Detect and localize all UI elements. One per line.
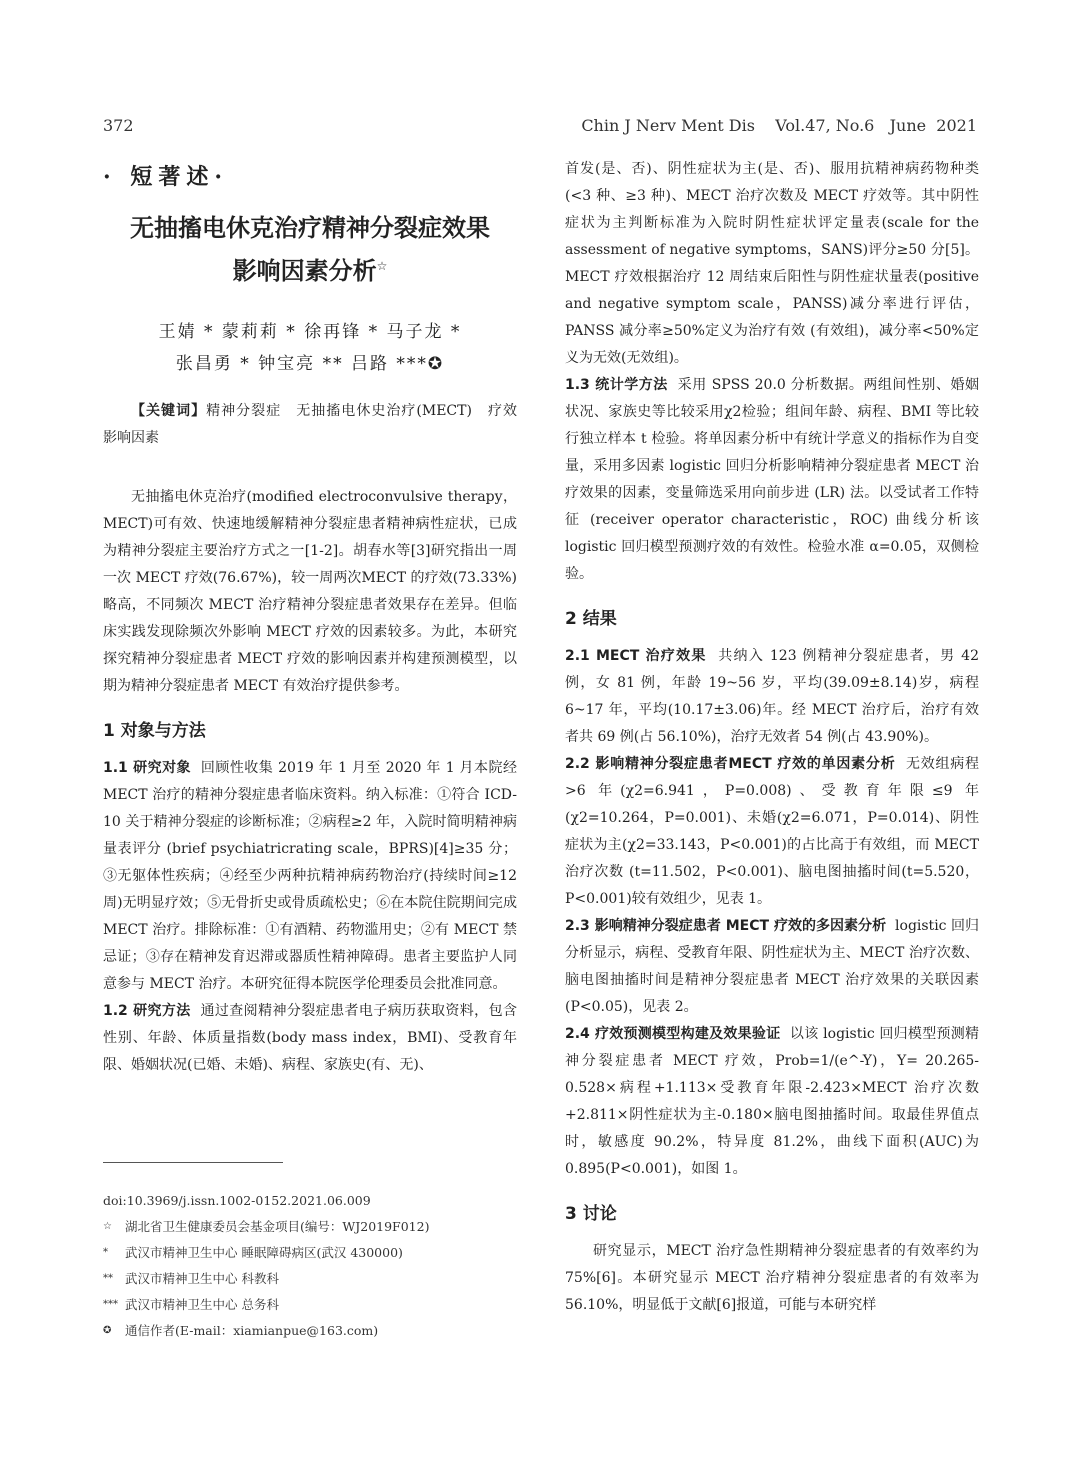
section-2-3-label: 2.3 影响精神分裂症患者 MECT 疗效的多因素分析 (565, 918, 887, 934)
footnote-text: 武汉市精神卫生中心 科教科 (125, 1271, 279, 1286)
section-1-2 (103, 998, 517, 1079)
footnote-text: 湖北省卫生健康委员会基金项目(编号：WJ2019F012) (125, 1219, 430, 1234)
footnote-item (103, 1266, 517, 1292)
intro-paragraph: 无抽搐电休克治疗(modified electroconvulsive therapy，MECT)可有效、快速地缓解精神分裂症患者精神病性症状，已成为精神分裂症主要治疗方式之一[1-2]。胡春水等[3]研究指出一周一次 MECT 疗效(76.67%)，较一周两次MECT 的疗效(73.33%)略高，不同频次 MECT 治疗精神分裂症患者效果存在差异。但临床实践发现除频次外影响 MECT 疗效的因素较多。为此，本研究探究精神分裂症患者 MECT 疗效的影响因素并构建预测模型，以期为精神分裂症患者 MECT 有效治疗提供参考。 (103, 489, 517, 694)
section-1-2-text-a: 通过查阅精神分裂症患者电子病历获取资料，包含性别、年龄、体质量指数(body mass index，BMI)、受教育年限、婚姻状况(已婚、未婚)、病程、家族史(有、无)、 (103, 1003, 517, 1073)
footnote-text: 武汉市精神卫生中心 睡眠障碍病区(武汉 430000) (125, 1245, 403, 1260)
section-2-4 (565, 1021, 979, 1183)
section-2-2-text: 无效组病程>6 年(χ2=6.941，P=0.008)、受教育年限≤9 年(χ2=10.264，P=0.001)、未婚(χ2=6.071，P=0.014)、阴性症状为主(χ2=33.143，P<0.001)的占比高于有效组，而 MECT 治疗次数 (t=11.502，P<0.001)、脑电图抽搐时间(t=5.520，P<0.001)较有效组少，见表 1。 (565, 756, 980, 907)
section-3-heading: 3 讨论 (565, 1204, 617, 1224)
footnote-text: 通信作者(E-mail：xiamianpue@163.com) (125, 1323, 379, 1338)
left-column (103, 156, 531, 1079)
keywords (103, 398, 531, 452)
section-1-2-continued: 首发(是、否)、阴性症状为主(是、否)、服用抗精神病药物种类 (<3 种、≥3 种)、MECT 治疗次数及 MECT 疗效等。其中阴性症状为主判断标准为入院时阴性症状评定量表(scale for the assessment of negative symptoms，SANS)评分≥50 分[5]。MECT 疗效根据治疗 12 周结束后阳性与阴性症状量表(positive and negative symptom scale，PANSS)减分率进行评估，PANSS 减分率≥50%定义为治疗有效 (有效组)，减分率<50%定义为无效(无效组)。 (565, 161, 979, 366)
section-1-1-text: 回顾性收集 2019 年 1 月至 2020 年 1 月本院经 MECT 治疗的精神分裂症患者临床资料。纳入标准：①符合 ICD-10 关于精神分裂症的诊断标准；②病程≥2 年，入院时简明精神病量表评分 (brief psychiatricrating scale，BPRS)[4]≥35 分；③无躯体性疾病；④经至少两种抗精神病药物治疗(持续时间≥12 周)无明显疗效；⑤无骨折史或骨质疏松史；⑥在本院住院期间完成 MECT 治疗。排除标准：①有酒精、药物滥用史；②有 MECT 禁忌证；③存在精神发育迟滞或器质性精神障碍。患者主要监护人同意参与 MECT 治疗。本研究征得本院医学伦理委员会批准同意。 (103, 760, 517, 992)
authors-line-1: 王婧 * 蒙莉莉 * 徐再锋 * 马子龙 * (158, 322, 462, 342)
keywords-label: 【关键词】 (131, 403, 207, 419)
section-1-2-label: 1.2 研究方法 (103, 1003, 191, 1019)
doi: doi:10.3969/j.issn.1002-0152.2021.06.009 (103, 1193, 371, 1208)
article-title (103, 209, 517, 290)
footnote-item (103, 1292, 517, 1318)
footnote-item (103, 1240, 517, 1266)
footnote-mark: ** (103, 1273, 113, 1284)
title-line-2: 影响因素分析 (232, 256, 377, 285)
title-line-1: 无抽搐电休克治疗精神分裂症效果 (130, 213, 490, 242)
section-2-1 (565, 643, 979, 751)
section-2-4-text: 以该 logistic 回归模型预测精神分裂症患者 MECT 疗效，Prob=1/(e^-Y)，Y= 20.265-0.528×病程+1.113×受教育年限-2.423×MECT 治疗次数+2.811×阴性症状为主-0.180×脑电图抽搐时间。取最佳界值点时，敏感度 90.2%，特异度 81.2%，曲线下面积(AUC)为 0.895(P<0.001)，如图 1。 (565, 1026, 980, 1177)
section-2-2-label: 2.2 影响精神分裂症患者MECT 疗效的单因素分析 (565, 756, 896, 772)
footnote-mark: *** (103, 1299, 118, 1310)
section-2-1-text: 共纳入 123 例精神分裂症患者，男 42 例，女 81 例，年龄 19~56 岁，平均(39.09±8.14)岁，病程 6~17 年，平均(10.17±3.06)年。经 MECT 治疗后，治疗有效者共 69 例(占 56.10%)，治疗无效者 54 例(占 43.90%)。 (565, 648, 979, 745)
keywords-text: 精神分裂症 无抽搐电休史治疗(MECT) 疗效 影响因素 (103, 403, 531, 446)
section-2-2 (565, 751, 979, 913)
footnote-mark: ☆ (103, 1221, 112, 1232)
footnotes (103, 1188, 517, 1344)
section-2-4-label: 2.4 疗效预测模型构建及效果验证 (565, 1026, 781, 1042)
footnote-mark: * (103, 1247, 108, 1258)
section-2-3 (565, 913, 979, 1021)
section-1-1-label: 1.1 研究对象 (103, 760, 192, 776)
section-1-3-text: 采用 SPSS 20.0 分析数据。两组间性别、婚姻状况、家族史等比较采用χ2检验；组间年龄、病程、BMI 等比较行独立样本 t 检验。将单因素分析中有统计学意义的指标作为自变量，采用多因素 logistic 回归分析影响精神分裂症患者 MECT 治疗效果的因素，变量筛选采用向前步进 (LR) 法。以受试者工作特征 (receiver operator characteristic，ROC) 曲线分析该 logistic 回归模型预测疗效的有效性。检验水准 α=0.05，双侧检验。 (565, 377, 979, 582)
right-column (565, 156, 979, 1319)
page-number: 372 (103, 116, 134, 135)
section-1-1 (103, 755, 517, 998)
section-3-text: 研究显示，MECT 治疗急性期精神分裂症患者的有效率约为 75%[6]。本研究显示 MECT 治疗精神分裂症患者的有效率为 56.10%，明显低于文献[6]报道，可能与本研究样 (565, 1243, 979, 1313)
section-1-heading: 1 对象与方法 (103, 721, 206, 741)
footnote-rule (103, 1162, 283, 1163)
authors-line-2: 张昌勇 * 钟宝亮 ** 吕路 ***✪ (175, 354, 445, 374)
footnote-item (103, 1214, 517, 1240)
footnote-mark: ✪ (103, 1325, 112, 1336)
journal-header: Chin J Nerv Ment Dis Vol.47, No.6 June 2021 (581, 116, 977, 135)
section-1-3-label: 1.3 统计学方法 (565, 377, 668, 393)
section-2-1-label: 2.1 MECT 治疗效果 (565, 648, 707, 664)
footnote-item (103, 1318, 517, 1344)
section-1-3 (565, 372, 979, 588)
article-category: · 短著述· (103, 164, 228, 190)
footnote-text: 武汉市精神卫生中心 总务科 (125, 1297, 279, 1312)
section-2-heading: 2 结果 (565, 609, 617, 629)
author-list (103, 316, 517, 380)
title-mark: ☆ (376, 259, 388, 273)
section-2-3-text: logistic 回归分析显示，病程、受教育年限、阴性症状为主、MECT 治疗次数、脑电图抽搐时间是精神分裂症患者 MECT 治疗效果的关联因素(P<0.05)，见表 2。 (565, 918, 979, 1015)
